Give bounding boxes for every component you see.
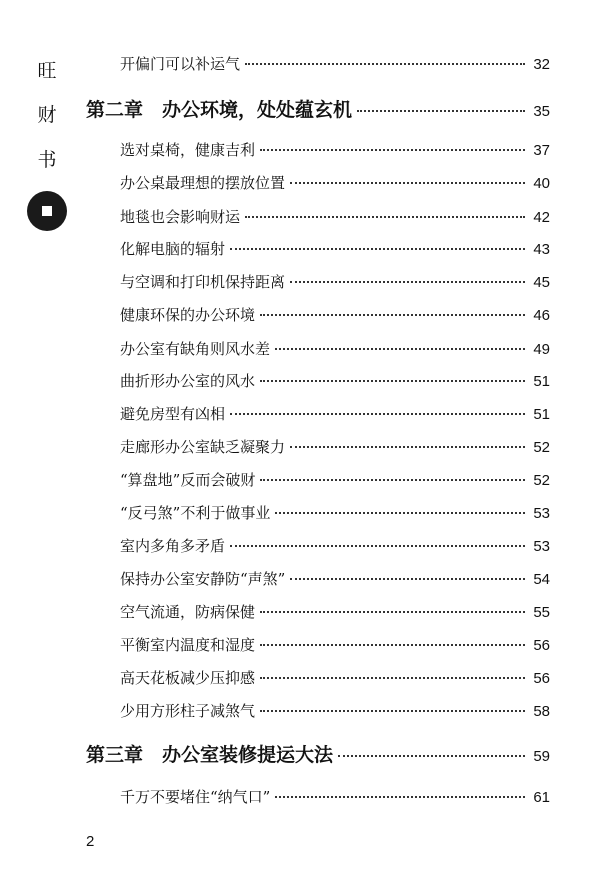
side-title-char: 书 xyxy=(37,149,57,171)
toc-entry-title: 办公桌最理想的摆放位置 xyxy=(120,174,286,192)
toc-chapter[interactable] xyxy=(86,740,550,767)
toc-entry[interactable] xyxy=(120,535,550,556)
toc-entry-title: 保持办公室安静防“声煞” xyxy=(120,570,286,588)
toc-entry-title: 平衡室内温度和湿度 xyxy=(120,636,256,654)
toc-entry-page: 56 xyxy=(533,637,550,654)
toc-entry-page: 56 xyxy=(533,670,550,687)
toc-entry-title: “反弓煞”不利于做事业 xyxy=(120,504,271,522)
toc-chapter-page: 35 xyxy=(533,103,550,120)
toc-entry-page: 49 xyxy=(533,341,550,358)
toc-entry-page: 52 xyxy=(533,439,550,456)
toc-entry[interactable] xyxy=(120,206,550,227)
dot-leader xyxy=(290,281,525,283)
toc-entry-title: 办公室有缺角则风水差 xyxy=(120,340,271,358)
toc-entry[interactable] xyxy=(120,786,550,807)
dot-leader xyxy=(338,755,525,757)
toc-entry-page: 55 xyxy=(533,604,550,621)
toc-entry-title: 千万不要堵住“纳气口” xyxy=(120,788,271,806)
dot-leader xyxy=(260,710,525,712)
toc-entry-title: “算盘地”反而会破财 xyxy=(120,471,256,489)
toc-entry[interactable] xyxy=(120,304,550,325)
toc-entry-page: 54 xyxy=(533,571,550,588)
toc-entry-title: 空气流通，防病保健 xyxy=(120,603,256,621)
toc-entry[interactable] xyxy=(120,469,550,490)
dot-leader xyxy=(260,677,525,679)
toc-entry[interactable] xyxy=(120,53,550,74)
toc-entry-title: 开偏门可以补运气 xyxy=(120,55,241,73)
toc-entry-title: 避免房型有凶相 xyxy=(120,405,226,423)
toc-entry-page: 61 xyxy=(533,789,550,806)
toc-entry-title: 化解电脑的辐射 xyxy=(120,240,226,258)
toc-entry[interactable] xyxy=(120,568,550,589)
toc-entry-page: 46 xyxy=(533,307,550,324)
toc-entry-page: 58 xyxy=(533,703,550,720)
dot-leader xyxy=(357,110,525,112)
dot-leader xyxy=(260,314,525,316)
toc-chapter-title: 第三章 办公室装修提运大法 xyxy=(86,744,334,766)
dot-leader xyxy=(290,182,525,184)
dot-leader xyxy=(290,578,525,580)
toc-entry[interactable] xyxy=(120,370,550,391)
toc-entry[interactable] xyxy=(120,436,550,457)
toc-entry-page: 43 xyxy=(533,241,550,258)
toc-entry-page: 42 xyxy=(533,209,550,226)
toc-entry-title: 选对桌椅，健康吉利 xyxy=(120,141,256,159)
toc-entry-title: 走廊形办公室缺乏凝聚力 xyxy=(120,438,286,456)
dot-leader xyxy=(245,216,525,218)
dot-leader xyxy=(260,380,525,382)
toc-entry-title: 与空调和打印机保持距离 xyxy=(120,273,286,291)
toc-entry[interactable] xyxy=(120,601,550,622)
toc-entry[interactable] xyxy=(120,403,550,424)
toc-entry[interactable] xyxy=(120,172,550,193)
toc-entry-title: 高天花板减少压抑感 xyxy=(120,669,256,687)
toc-entry-title: 少用方形柱子减煞气 xyxy=(120,702,256,720)
dot-leader xyxy=(275,348,525,350)
toc-entry[interactable] xyxy=(120,238,550,259)
side-title-char: 财 xyxy=(37,104,57,126)
toc-chapter-page: 59 xyxy=(533,748,550,765)
toc-entry[interactable] xyxy=(120,139,550,160)
toc-entry[interactable] xyxy=(120,700,550,721)
dot-leader xyxy=(275,796,525,798)
toc-entry[interactable] xyxy=(120,634,550,655)
side-title-char: 旺 xyxy=(37,60,57,82)
toc-entry-page: 51 xyxy=(533,406,550,423)
toc-entry-title: 健康环保的办公环境 xyxy=(120,306,256,324)
dot-leader xyxy=(260,644,525,646)
dot-leader xyxy=(260,149,525,151)
toc-entry-page: 32 xyxy=(533,56,550,73)
dot-leader xyxy=(230,545,525,547)
toc-entry-page: 53 xyxy=(533,538,550,555)
toc-entry-title: 地毯也会影响财运 xyxy=(120,208,241,226)
dot-leader xyxy=(260,479,525,481)
toc-entry-page: 51 xyxy=(533,373,550,390)
toc-entry[interactable] xyxy=(120,502,550,523)
dot-leader xyxy=(230,413,525,415)
toc-entry-page: 37 xyxy=(533,142,550,159)
toc-entry-page: 40 xyxy=(533,175,550,192)
toc-entry[interactable] xyxy=(120,338,550,359)
toc-chapter-title: 第二章 办公环境，处处蕴玄机 xyxy=(86,99,353,121)
toc-entry-page: 52 xyxy=(533,472,550,489)
toc-entry-page: 53 xyxy=(533,505,550,522)
toc-entry[interactable] xyxy=(120,271,550,292)
dot-leader xyxy=(260,611,525,613)
page-number: 2 xyxy=(86,833,95,850)
dot-leader xyxy=(290,446,525,448)
toc-entry-title: 曲折形办公室的风水 xyxy=(120,372,256,390)
toc-chapter[interactable] xyxy=(86,95,550,122)
dot-leader xyxy=(230,248,525,250)
dot-leader xyxy=(275,512,525,514)
toc-entry-page: 45 xyxy=(533,274,550,291)
toc-entry-title: 室内多角多矛盾 xyxy=(120,537,226,555)
dot-leader xyxy=(245,63,525,65)
toc-entry[interactable] xyxy=(120,667,550,688)
